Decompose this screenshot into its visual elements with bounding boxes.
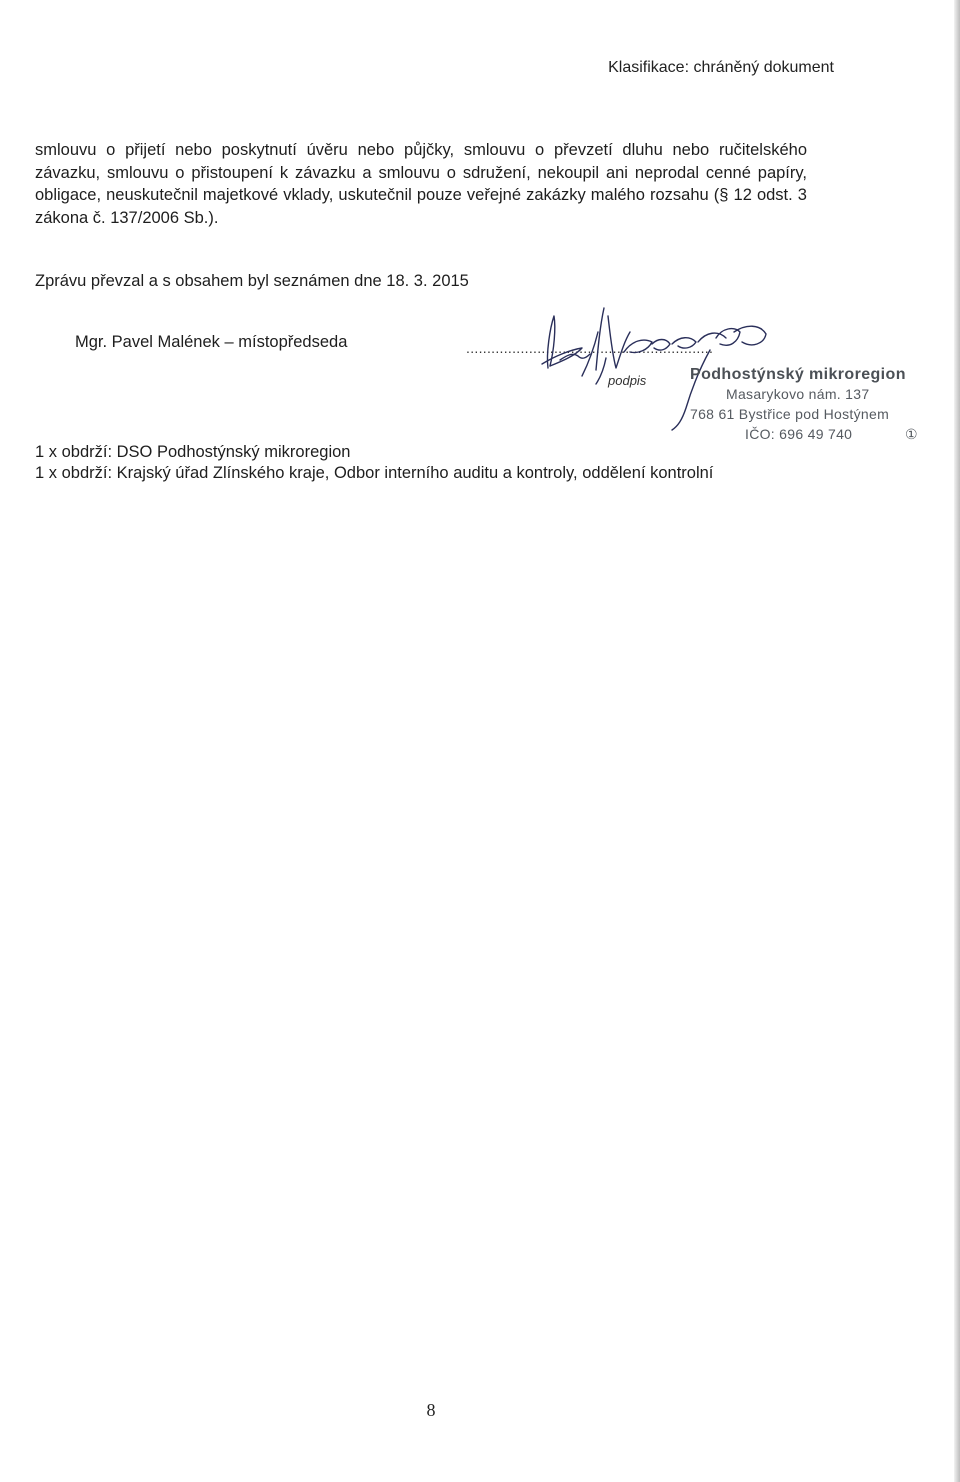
signature-dotted-line: ........................................................... [466, 340, 714, 356]
classification-label: Klasifikace: chráněný dokument [608, 59, 834, 76]
page-edge-shadow [954, 0, 960, 1482]
body-paragraph: smlouvu o přijetí nebo poskytnutí úvěru nebo půjčky, smlouvu o převzetí dluhu nebo ručitelského závazku, smlouvu o přistoupení k závazku a smlouvu o sdružení, nekoupil ani neprodal cenné papíry, obligace, neuskutečnil majetkové vklady, uskutečnil pouze veřejné zakázky malého rozsahu (§ 12 odst. 3 zákona č. 137/2006 Sb.). [35, 141, 807, 227]
signer-name: Mgr. Pavel Malének – místopředseda [75, 333, 348, 351]
stamp-organization-name: Podhostýnský mikroregion [690, 366, 906, 383]
distribution-item: 1 x obdrží: DSO Podhostýnský mikroregion [35, 443, 351, 461]
received-statement: Zprávu převzal a s obsahem byl seznámen dne 18. 3. 2015 [35, 272, 469, 290]
distribution-item: 1 x obdrží: Krajský úřad Zlínského kraje, Odbor interního auditu a kontroly, oddělení kontrolní [35, 464, 714, 482]
distribution-list [35, 442, 713, 484]
stamp-street: Masarykovo nám. 137 [726, 386, 870, 402]
stamp-city: 768 61 Bystřice pod Hostýnem [690, 406, 890, 422]
stamp-number-mark: ① [905, 426, 918, 442]
stamp-ico: IČO: 696 49 740 [745, 426, 853, 442]
page-number: 8 [426, 1400, 436, 1420]
signature-label: podpis [608, 373, 647, 388]
